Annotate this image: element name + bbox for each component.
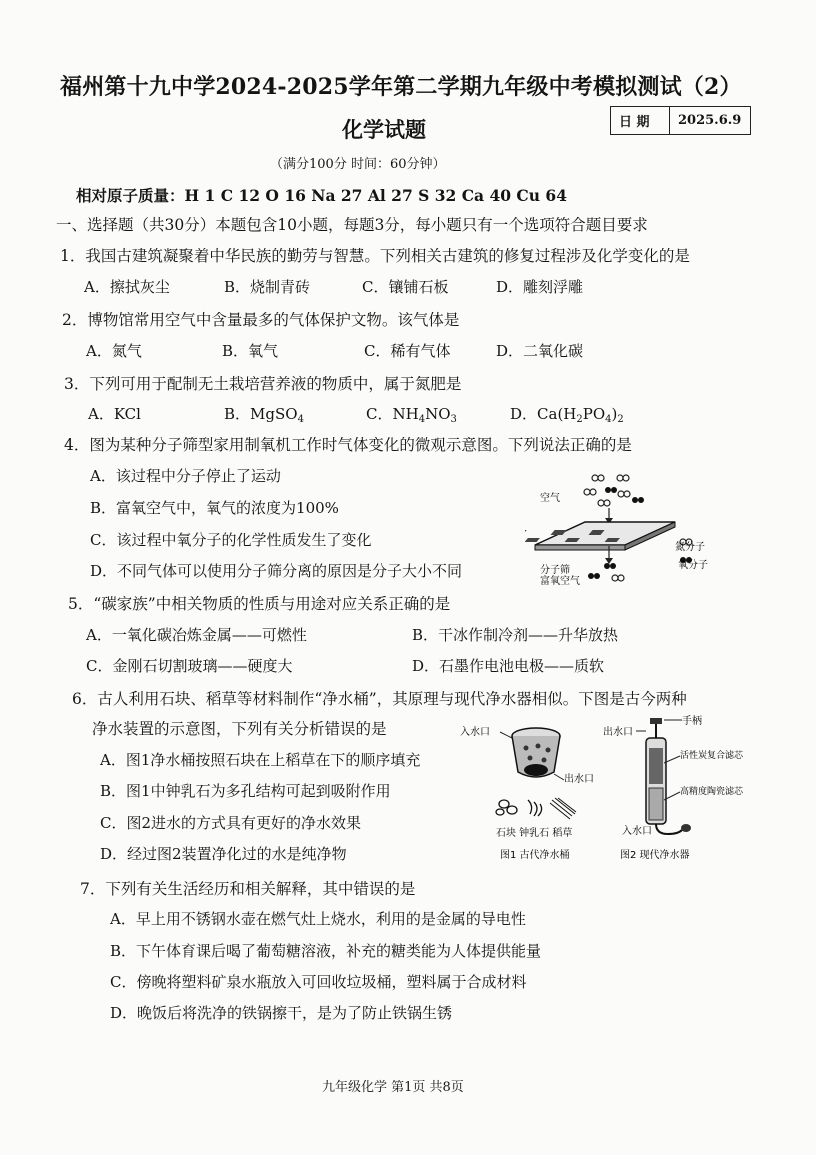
q2-option-c: C．稀有气体 bbox=[364, 342, 451, 360]
atomic-mass: 相对原子质量：H 1 C 12 O 16 Na 27 Al 27 S 32 Ca 40 Cu 64 bbox=[76, 186, 568, 205]
question-6-stem: 6．古人利用石块、稻草等材料制作“净水桶”，其原理与现代净水器相似。下图是古今两种 bbox=[72, 690, 687, 708]
fig2-outlet-label: 出水口 bbox=[603, 727, 633, 738]
stalactite-icon bbox=[528, 800, 542, 816]
air-label: 空气 bbox=[540, 493, 560, 504]
q5-option-b: B．干冰作制冷剂——升华放热 bbox=[412, 626, 619, 644]
q7-option-c: C．傍晚将塑料矿泉水瓶放入可回收垃圾桶，塑料属于合成材料 bbox=[110, 973, 527, 991]
molecular-sieve-figure bbox=[525, 470, 725, 588]
filter1-label: 活性炭复合滤芯 bbox=[680, 751, 744, 761]
fig1-materials: 石块 钟乳石 稻草 bbox=[496, 828, 573, 839]
q5-option-a: A．一氧化碳冶炼金属——可燃性 bbox=[86, 626, 307, 644]
filter2-label: 高精度陶瓷滤芯 bbox=[680, 787, 744, 797]
fig1-caption: 图1 古代净水桶 bbox=[500, 850, 570, 861]
score-time: （满分100分 时间：60分钟） bbox=[270, 157, 446, 172]
q5-option-d: D．石墨作电池电极——质软 bbox=[412, 657, 605, 675]
fig1-outlet-label: 出水口 bbox=[564, 774, 594, 785]
q6-option-d: D．经过图2装置净化过的水是纯净物 bbox=[100, 845, 347, 863]
question-1-stem: 1．我国古建筑凝聚着中华民族的勤劳与智慧。下列相关古建筑的修复过程涉及化学变化的是 bbox=[60, 247, 690, 265]
q5-option-c: C．金刚石切割玻璃——硬度大 bbox=[86, 657, 293, 675]
q6-option-b: B．图1中钟乳石为多孔结构可起到吸附作用 bbox=[100, 782, 391, 800]
date-label: 日 期 bbox=[611, 107, 670, 135]
q4-option-a: A．该过程中分子停止了运动 bbox=[90, 467, 281, 485]
q7-option-a: A．早上用不锈钢水壶在燃气灶上烧水，利用的是金属的导电性 bbox=[110, 910, 526, 928]
section-heading: 一、选择题（共30分）本题包含10小题，每题3分，每小题只有一个选项符合题目要求 bbox=[56, 216, 648, 234]
q3-option-b: B．MgSO$_4$ bbox=[224, 405, 304, 425]
stones-icon bbox=[496, 800, 517, 815]
rich-air-label: 富氧空气 bbox=[540, 576, 580, 587]
question-4-stem: 4．图为某种分子筛型家用制氧机工作时气体变化的微观示意图。下列说法正确的是 bbox=[64, 436, 632, 454]
legend-o2: 氧分子 bbox=[678, 560, 708, 571]
q1-option-d: D．雕刻浮雕 bbox=[496, 278, 584, 296]
date-box bbox=[610, 106, 751, 135]
fig1-inlet-label: 入水口 bbox=[460, 727, 490, 738]
page-footer: 九年级化学 第1页 共8页 bbox=[322, 1080, 464, 1095]
exam-title: 福州第十九中学2024-2025学年第二学期九年级中考模拟测试（2） bbox=[60, 74, 742, 100]
question-5-stem: 5．“碳家族”中相关物质的性质与用途对应关系正确的是 bbox=[68, 595, 451, 613]
q2-option-d: D．二氧化碳 bbox=[496, 342, 584, 360]
question-2-stem: 2．博物馆常用空气中含量最多的气体保护文物。该气体是 bbox=[62, 311, 460, 329]
handle-label: 手柄 bbox=[682, 716, 702, 727]
fig2-caption: 图2 现代净水器 bbox=[620, 850, 690, 861]
legend-n2: 氮分子 bbox=[675, 542, 705, 553]
q2-option-b: B．氧气 bbox=[222, 342, 279, 360]
date-value: 2025.6.9 bbox=[670, 107, 751, 135]
q2-option-a: A．氮气 bbox=[86, 342, 142, 360]
q1-option-c: C．镶铺石板 bbox=[362, 278, 449, 296]
q3-option-c: C．$NH_4NO_3$ bbox=[366, 405, 457, 425]
q7-option-d: D．晚饭后将洗净的铁锅擦干，是为了防止铁锅生锈 bbox=[110, 1004, 453, 1022]
q4-option-c: C．该过程中氧分子的化学性质发生了变化 bbox=[90, 531, 372, 549]
q6-option-c: C．图2进水的方式具有更好的净水效果 bbox=[100, 814, 362, 832]
q1-option-a: A．擦拭灰尘 bbox=[84, 278, 170, 296]
water-purifier-figure bbox=[460, 708, 770, 868]
q6-option-a: A．图1净水桶按照石块在上稻草在下的顺序填充 bbox=[100, 751, 421, 769]
subject-title: 化学试题 bbox=[342, 117, 426, 142]
fig2-inlet-label: 入水口 bbox=[622, 826, 652, 837]
straw-icon bbox=[550, 798, 576, 819]
question-7-stem: 7．下列有关生活经历和相关解释，其中错误的是 bbox=[80, 880, 416, 898]
q3-option-a: A．KCl bbox=[88, 405, 141, 423]
sieve-label: 分子筛 bbox=[540, 565, 570, 576]
q4-option-b: B．富氧空气中，氧气的浓度为100% bbox=[90, 499, 339, 517]
q7-option-b: B．下午体育课后喝了葡萄糖溶液，补充的糖类能为人体提供能量 bbox=[110, 942, 542, 960]
q3-option-d: D．$Ca(H_2PO_4)_2$ bbox=[510, 405, 624, 425]
question-6-stem-2: 净水装置的示意图，下列有关分析错误的是 bbox=[92, 720, 387, 738]
q1-option-b: B．烧制青砖 bbox=[224, 278, 311, 296]
question-3-stem: 3．下列可用于配制无土栽培营养液的物质中，属于氮肥是 bbox=[64, 375, 462, 393]
q4-option-d: D．不同气体可以使用分子筛分离的原因是分子大小不同 bbox=[90, 562, 463, 580]
